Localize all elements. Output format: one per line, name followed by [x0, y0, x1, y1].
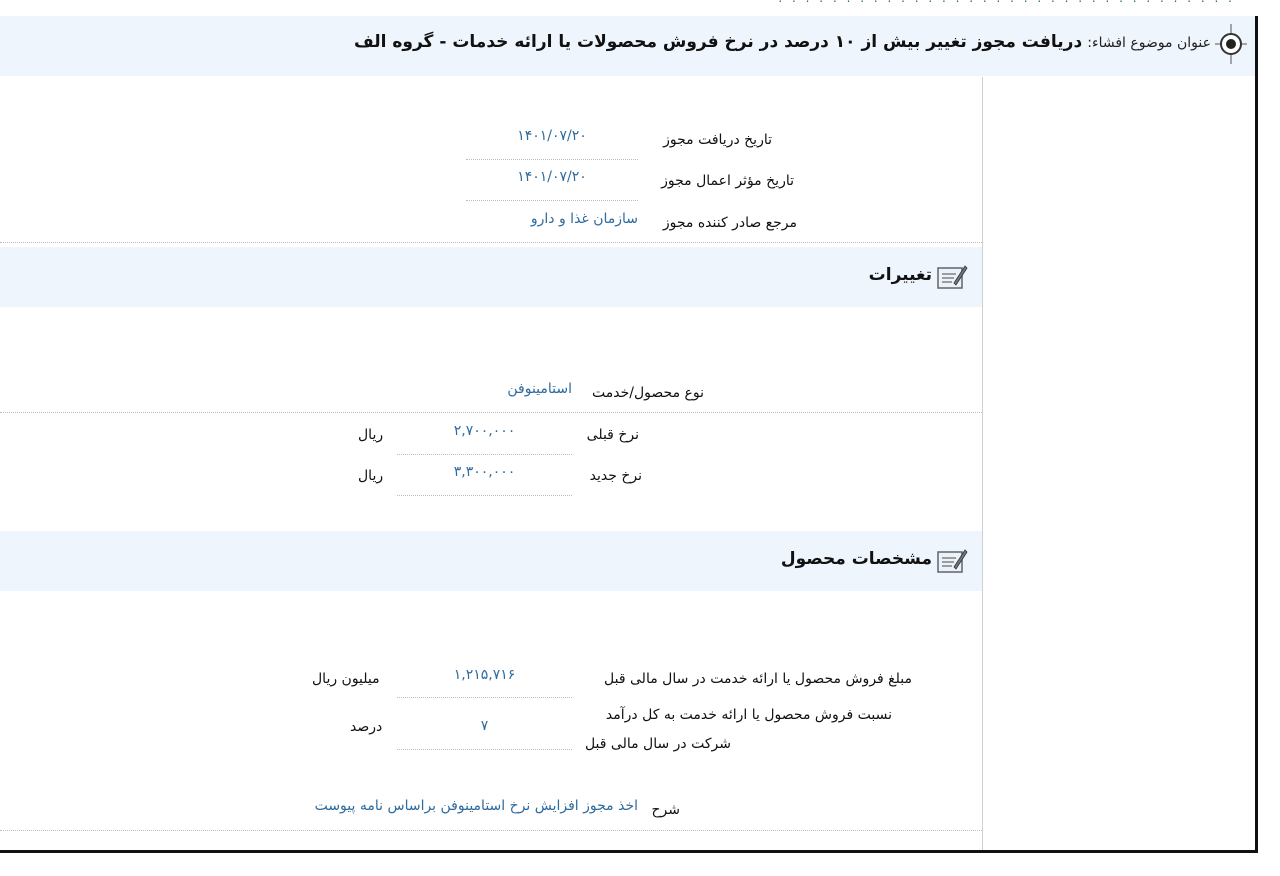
received-date-underline: [466, 159, 638, 160]
side-column-divider: [982, 77, 983, 850]
effective-date-value: ۱۴۰۱/۰۷/۲۰: [517, 169, 587, 185]
page-title: دریافت مجوز تغییر بیش از ۱۰ درصد در نرخ فروش محصولات یا ارائه خدمات - گروه الف: [354, 32, 1083, 52]
ratio-label-line2: شرکت در سال مالی قبل: [584, 736, 731, 752]
disclosure-frame: [0, 16, 1258, 853]
prev-rate-underline: [397, 454, 572, 455]
description-label: شرح: [651, 802, 680, 818]
header-bar: [0, 16, 1255, 76]
sales-unit: میلیون ریال: [312, 671, 380, 687]
new-rate-underline: [397, 495, 572, 496]
issuer-value: سازمان غذا و دارو: [530, 211, 638, 227]
effective-date-underline: [466, 200, 638, 201]
edit-note-icon: [936, 263, 968, 291]
new-rate-unit: ریال: [358, 468, 384, 484]
received-date-value: ۱۴۰۱/۰۷/۲۰: [517, 128, 587, 144]
top-strip-fragment: [778, 0, 1235, 5]
product-type-label: نوع محصول/خدمت: [592, 385, 704, 401]
received-date-label: تاریخ دریافت مجوز: [663, 132, 772, 148]
new-rate-label: نرخ جدید: [589, 468, 642, 484]
ratio-underline: [397, 749, 572, 750]
target-icon: [1215, 24, 1247, 64]
ratio-label-line1: نسبت فروش محصول یا ارائه خدمت به کل درآمد: [605, 707, 892, 723]
prev-rate-unit: ریال: [358, 427, 384, 443]
sales-underline: [397, 697, 572, 698]
changes-section-title: تغییرات: [868, 265, 932, 285]
issuer-underline: [0, 242, 982, 243]
product-section-title: مشخصات محصول: [780, 549, 932, 569]
product-type-value: استامینوفن: [507, 381, 572, 397]
changes-section-bar: [0, 247, 982, 307]
top-strip: [0, 0, 1255, 17]
sales-value: ۱,۲۱۵,۷۱۶: [453, 667, 516, 683]
new-rate-value: ۳,۳۰۰,۰۰۰: [453, 464, 516, 480]
edit-note-icon: [936, 547, 968, 575]
description-underline: [0, 830, 982, 831]
ratio-value: ۷: [480, 718, 489, 734]
header-label: عنوان موضوع افشاء:: [1087, 35, 1211, 51]
header-text: [354, 32, 1211, 52]
sales-label: مبلغ فروش محصول یا ارائه خدمت در سال مالی قبل: [604, 671, 912, 687]
effective-date-label: تاریخ مؤثر اعمال مجوز: [661, 173, 794, 189]
prev-rate-value: ۲,۷۰۰,۰۰۰: [453, 423, 516, 439]
product-section-bar: [0, 531, 982, 591]
ratio-unit: درصد: [350, 719, 383, 735]
description-value: اخذ مجوز افزایش نرخ استامینوفن براساس نامه پیوست: [314, 798, 638, 814]
prev-rate-label: نرخ قبلی: [586, 427, 639, 443]
issuer-label: مرجع صادر کننده مجوز: [662, 215, 797, 231]
product-type-underline: [0, 412, 982, 413]
